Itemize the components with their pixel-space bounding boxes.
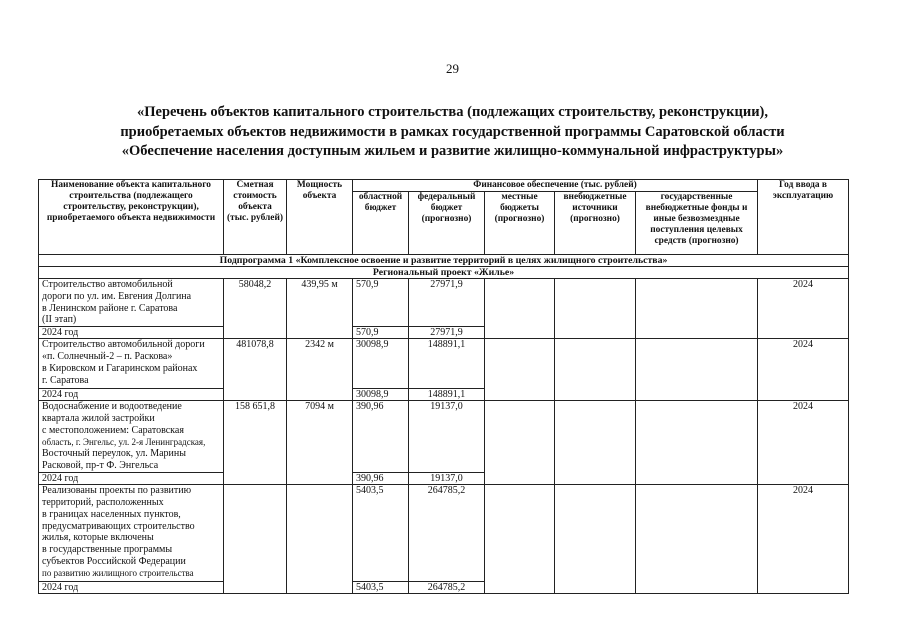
name-line: Строительство автомобильной — [42, 279, 173, 290]
year-label: 2024 год — [39, 389, 224, 401]
object-offbudget — [555, 279, 636, 339]
year-regional: 570,9 — [353, 327, 409, 339]
project-row — [39, 267, 849, 279]
name-line: в Ленинском районе г. Саратова — [42, 302, 178, 314]
year-regional: 390,96 — [353, 473, 409, 485]
year-federal: 19137,0 — [409, 473, 485, 485]
name-line: Расковой, пр-т Ф. Энгельса — [42, 460, 159, 472]
name-line: в границах населенных пунктов, — [42, 508, 181, 520]
header-financing: Финансовое обеспечение (тыс. рублей) — [353, 180, 758, 192]
object-cost: 158 651,8 — [224, 401, 287, 485]
object-name — [39, 339, 224, 389]
title-line-1: «Перечень объектов капитального строительства (подлежащих строительству, реконструкции), — [137, 104, 768, 120]
object-cost: 481078,8 — [224, 339, 287, 401]
name-line: квартала жилой застройки — [42, 412, 155, 424]
header-name: Наименование объекта капитального строительства (подлежащего строительству, реконструкции), приобретаемого объекта недвижимости — [39, 180, 224, 255]
object-state-funds — [636, 279, 758, 339]
title-line-3: «Обеспечение населения доступным жильем и развитие жилищно-коммунальной инфраструктуры» — [121, 143, 784, 159]
header-local: местные бюджеты (прогнозно) — [485, 192, 555, 255]
object-regional: 390,96 — [353, 401, 409, 473]
name-line: (II этап) — [42, 314, 77, 326]
table-row — [39, 401, 849, 473]
object-capacity — [287, 485, 353, 594]
object-year: 2024 — [758, 279, 849, 339]
name-line: область, г. Энгельс, ул. 2-я Ленинградская, — [42, 436, 206, 447]
title-line-2: приобретаемых объектов недвижимости в рамках государственной программы Саратовской области — [120, 123, 785, 140]
object-year: 2024 — [758, 401, 849, 485]
object-name — [39, 279, 224, 327]
objects-table — [38, 179, 849, 594]
object-name — [39, 485, 224, 582]
object-state-funds — [636, 485, 758, 594]
object-federal: 27971,9 — [409, 279, 485, 327]
object-local — [485, 279, 555, 339]
name-line: Реализованы проекты по развитию — [42, 485, 192, 497]
object-state-funds — [636, 401, 758, 485]
subprogram-title: Подпрограмма 1 «Комплексное освоение и развитие территорий в целях жилищного строительства» — [39, 255, 849, 267]
object-federal: 264785,2 — [409, 485, 485, 582]
table-row — [39, 339, 849, 389]
header-year: Год ввода в эксплуатацию — [758, 180, 849, 255]
name-line: с местоположением: Саратовская — [42, 424, 184, 436]
name-line: территорий, расположенных — [42, 496, 164, 508]
name-line: г. Саратова — [42, 374, 89, 386]
name-line: предусматривающих строительство — [42, 520, 195, 532]
object-regional: 5403,5 — [353, 485, 409, 582]
header-regional: областной бюджет — [353, 192, 409, 255]
document-title — [60, 103, 845, 162]
object-capacity: 2342 м — [287, 339, 353, 401]
year-federal: 264785,2 — [409, 582, 485, 594]
header-offbudget: внебюджетные источники (прогнозно) — [555, 192, 636, 255]
object-capacity: 439,95 м — [287, 279, 353, 339]
project-title: Региональный проект «Жилье» — [39, 267, 849, 279]
object-year: 2024 — [758, 339, 849, 401]
object-offbudget — [555, 485, 636, 594]
year-regional: 30098,9 — [353, 389, 409, 401]
header-state-funds: государственные внебюджетные фонды и иные безвозмездные поступления целевых средств (прогнозно) — [636, 192, 758, 255]
year-federal: 148891,1 — [409, 389, 485, 401]
object-local — [485, 339, 555, 401]
name-line: «п. Солнечный-2 – п. Раскова» — [42, 350, 173, 362]
object-capacity: 7094 м — [287, 401, 353, 485]
object-federal: 19137,0 — [409, 401, 485, 473]
object-regional: 570,9 — [353, 279, 409, 327]
year-federal: 27971,9 — [409, 327, 485, 339]
page-number: 29 — [446, 61, 459, 76]
table-row — [39, 279, 849, 327]
object-cost — [224, 485, 287, 594]
year-label: 2024 год — [39, 473, 224, 485]
name-line: субъектов Российской Федерации — [42, 555, 186, 567]
object-year: 2024 — [758, 485, 849, 594]
name-line: Строительство автомобильной дороги — [42, 339, 205, 351]
object-cost: 58048,2 — [224, 279, 287, 339]
name-line: в государственные программы — [42, 544, 173, 556]
name-line: по развитию жилищного строительства — [42, 567, 194, 578]
name-line: в Кировском и Гагаринском районах — [42, 362, 198, 374]
object-local — [485, 485, 555, 594]
object-local — [485, 401, 555, 485]
object-offbudget — [555, 401, 636, 485]
header-federal: федеральный бюджет (прогнозно) — [409, 192, 485, 255]
object-federal: 148891,1 — [409, 339, 485, 389]
year-label: 2024 год — [39, 327, 224, 339]
object-state-funds — [636, 339, 758, 401]
year-regional: 5403,5 — [353, 582, 409, 594]
name-line: Водоснабжение и водоотведение — [42, 401, 182, 413]
table-row — [39, 485, 849, 582]
header-cost: Сметная стоимость объекта (тыс. рублей) — [224, 180, 287, 255]
object-offbudget — [555, 339, 636, 401]
subprogram-row — [39, 255, 849, 267]
object-name — [39, 401, 224, 473]
header-capacity: Мощность объекта — [287, 180, 353, 255]
object-regional: 30098,9 — [353, 339, 409, 389]
header-row-1 — [39, 180, 849, 192]
name-line: дороги по ул. им. Евгения Долгина — [42, 290, 192, 302]
name-line: Восточный переулок, ул. Марины — [42, 448, 186, 460]
year-label: 2024 год — [39, 582, 224, 594]
name-line: жилья, которые включены — [42, 532, 154, 544]
